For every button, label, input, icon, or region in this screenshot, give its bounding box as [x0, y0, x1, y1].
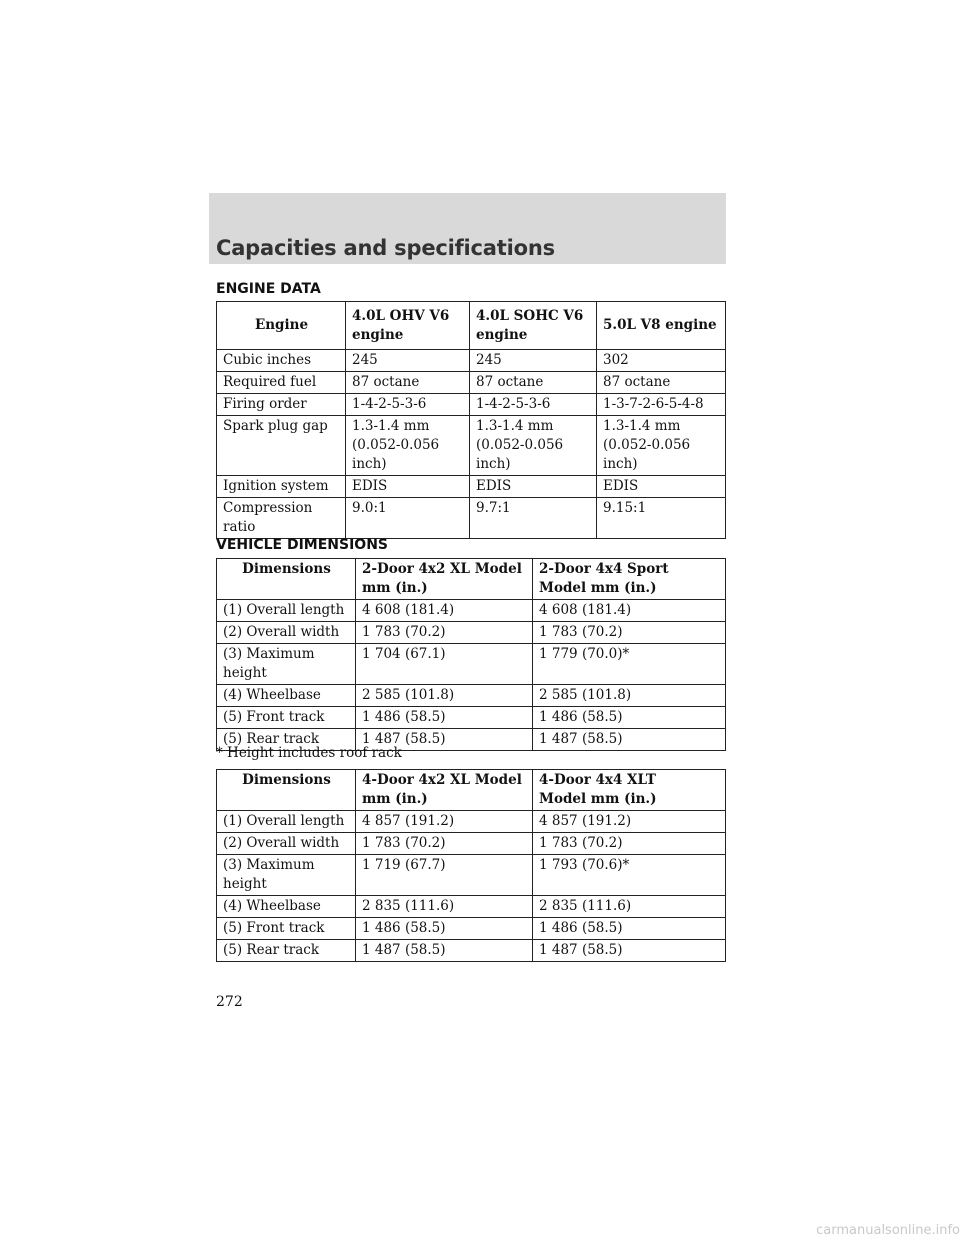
engine-data-table [216, 301, 726, 539]
table-row [217, 685, 726, 707]
table-cell: 245 [470, 350, 597, 372]
roof-rack-footnote: * Height includes roof rack [216, 745, 402, 761]
table-cell: 1 486 (58.5) [533, 918, 726, 940]
row-label: (2) Overall width [217, 833, 356, 855]
column-header: Dimensions [217, 770, 356, 811]
table-cell: 1 486 (58.5) [533, 707, 726, 729]
page-number: 272 [216, 994, 243, 1010]
table-header-row [217, 770, 726, 811]
row-label: (5) Front track [217, 918, 356, 940]
column-header: 4-Door 4x2 XL Model mm (in.) [356, 770, 533, 811]
table-cell: 1.3-1.4 mm (0.052-0.056 inch) [470, 416, 597, 476]
table-cell: 1 719 (67.7) [356, 855, 533, 896]
table-row [217, 707, 726, 729]
table-cell: 302 [597, 350, 726, 372]
row-label: (5) Front track [217, 707, 356, 729]
table-header-row [217, 559, 726, 600]
table-row [217, 918, 726, 940]
table-cell: 1 487 (58.5) [533, 940, 726, 962]
table-cell: 1 783 (70.2) [533, 833, 726, 855]
four-door-dimensions-table [216, 769, 726, 962]
row-label: (4) Wheelbase [217, 896, 356, 918]
row-label: Compression ratio [217, 498, 346, 539]
table-row [217, 855, 726, 896]
table-cell: 1 487 (58.5) [356, 729, 533, 751]
row-label: Ignition system [217, 476, 346, 498]
column-header: 2-Door 4x2 XL Model mm (in.) [356, 559, 533, 600]
table-cell: 1.3-1.4 mm (0.052-0.056 inch) [346, 416, 470, 476]
table-cell: 245 [346, 350, 470, 372]
table-cell: 2 835 (111.6) [533, 896, 726, 918]
vehicle-dimensions-heading: VEHICLE DIMENSIONS [216, 537, 388, 553]
table-cell: 9.0:1 [346, 498, 470, 539]
table-cell: 87 octane [470, 372, 597, 394]
row-label: (1) Overall length [217, 811, 356, 833]
table-row [217, 940, 726, 962]
column-header: 4.0L SOHC V6 engine [470, 302, 597, 350]
table-cell: 4 608 (181.4) [533, 600, 726, 622]
table-row [217, 498, 726, 539]
row-label: (5) Rear track [217, 940, 356, 962]
column-header: 4-Door 4x4 XLT Model mm (in.) [533, 770, 726, 811]
table-cell: 87 octane [597, 372, 726, 394]
table-cell: 1 783 (70.2) [356, 833, 533, 855]
column-header: 4.0L OHV V6 engine [346, 302, 470, 350]
table-row [217, 476, 726, 498]
table-cell: 1.3-1.4 mm (0.052-0.056 inch) [597, 416, 726, 476]
table-cell: 4 857 (191.2) [533, 811, 726, 833]
row-label: (1) Overall length [217, 600, 356, 622]
table-cell: EDIS [470, 476, 597, 498]
row-label: (3) Maximum height [217, 855, 356, 896]
table-row [217, 416, 726, 476]
row-label: Spark plug gap [217, 416, 346, 476]
table-row [217, 394, 726, 416]
table-cell: 4 608 (181.4) [356, 600, 533, 622]
table-row [217, 644, 726, 685]
table-header-row [217, 302, 726, 350]
table-row [217, 833, 726, 855]
engine-data-heading: ENGINE DATA [216, 281, 321, 297]
table-cell: 1 793 (70.6)* [533, 855, 726, 896]
table-cell: 2 835 (111.6) [356, 896, 533, 918]
two-door-dimensions-table [216, 558, 726, 751]
table-row [217, 622, 726, 644]
table-cell: 1 487 (58.5) [356, 940, 533, 962]
table-cell: 1 486 (58.5) [356, 918, 533, 940]
section-header-band [209, 193, 726, 264]
row-label: (3) Maximum height [217, 644, 356, 685]
column-header: Dimensions [217, 559, 356, 600]
table-cell: 1-4-2-5-3-6 [346, 394, 470, 416]
table-row [217, 896, 726, 918]
table-row [217, 811, 726, 833]
table-cell: 1 783 (70.2) [356, 622, 533, 644]
table-row [217, 350, 726, 372]
table-cell: EDIS [346, 476, 470, 498]
row-label: Required fuel [217, 372, 346, 394]
table-cell: 9.15:1 [597, 498, 726, 539]
row-label: (2) Overall width [217, 622, 356, 644]
row-label: (4) Wheelbase [217, 685, 356, 707]
table-cell: 87 octane [346, 372, 470, 394]
table-cell: 1 783 (70.2) [533, 622, 726, 644]
table-cell: 1-4-2-5-3-6 [470, 394, 597, 416]
table-cell: 2 585 (101.8) [533, 685, 726, 707]
column-header: Engine [217, 302, 346, 350]
table-cell: 2 585 (101.8) [356, 685, 533, 707]
table-cell: 1 704 (67.1) [356, 644, 533, 685]
table-cell: 1 486 (58.5) [356, 707, 533, 729]
table-row [217, 600, 726, 622]
site-watermark: carmanualsonline.info [816, 1223, 960, 1238]
table-cell: 1 779 (70.0)* [533, 644, 726, 685]
table-cell: EDIS [597, 476, 726, 498]
table-cell: 1 487 (58.5) [533, 729, 726, 751]
row-label: Cubic inches [217, 350, 346, 372]
row-label: (5) Rear track [217, 729, 356, 751]
table-cell: 4 857 (191.2) [356, 811, 533, 833]
column-header: 2-Door 4x4 Sport Model mm (in.) [533, 559, 726, 600]
table-cell: 9.7:1 [470, 498, 597, 539]
table-row [217, 372, 726, 394]
row-label: Firing order [217, 394, 346, 416]
column-header: 5.0L V8 engine [597, 302, 726, 350]
page-title: Capacities and specifications [216, 236, 555, 260]
table-cell: 1-3-7-2-6-5-4-8 [597, 394, 726, 416]
